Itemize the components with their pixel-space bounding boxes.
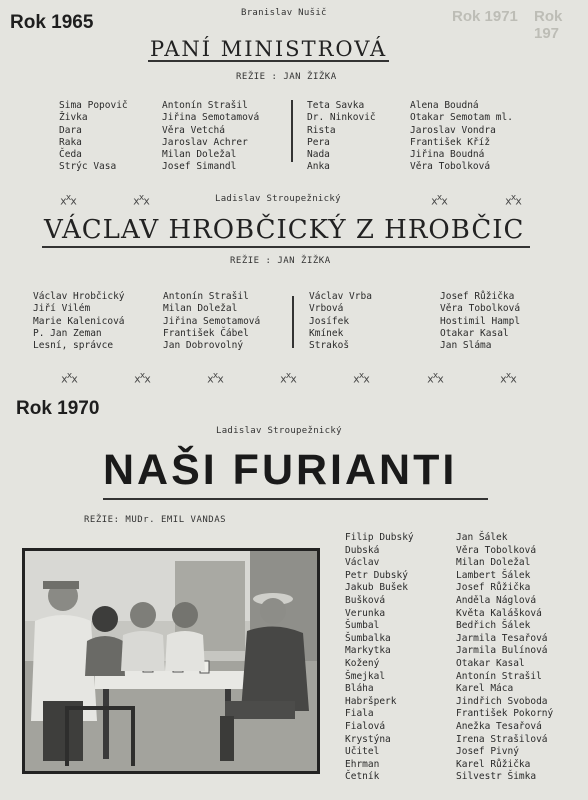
ornament-icon: $x^xx$ [133, 192, 149, 208]
role-name: Četník [345, 771, 380, 783]
author-stroupeznicky: Ladislav Stroupežnický [215, 194, 341, 204]
actor-name: Věra Tobolková [410, 161, 491, 173]
actor-name: Bedřich Šálek [456, 620, 531, 632]
ornament-icon: $x^xx$ [60, 192, 76, 208]
actor-name: Milan Doležal [456, 557, 531, 569]
role-name: Markytka [345, 645, 391, 657]
play-title-pani-ministrova: PANÍ MINISTROVÁ [150, 37, 388, 61]
actor-name: Jan Dobrovolný [163, 340, 244, 352]
director-furianti: REŽIE: MUDr. EMIL VANDAS [84, 515, 227, 525]
actor-name: Jindřich Svoboda [456, 695, 548, 707]
actor-name: Jan Šálek [456, 532, 508, 543]
divider [291, 100, 293, 162]
role-name: Učitel [345, 746, 380, 758]
role-name: Šumbalka [345, 632, 391, 644]
ornament-icon: $x^xx$ [427, 370, 443, 386]
cast-list-furianti [345, 532, 414, 784]
role-name: Filip Dubský [345, 532, 414, 543]
role-name: Petr Dubský [345, 569, 408, 581]
actor-name: Věra Tobolková [456, 544, 537, 556]
role-name: Václav [345, 557, 380, 569]
cast-list-left-2 [33, 291, 125, 352]
year-1970: Rok 1970 [16, 398, 100, 419]
ornament-icon: $x^xx$ [505, 192, 521, 208]
actor-name: Jaroslav Achrer [162, 136, 248, 148]
actor-name: Karel Máca [456, 683, 514, 695]
year-1965: Rok 1965 [10, 12, 94, 33]
actor-name: Věra Vetchá [162, 124, 225, 136]
actor-name: Antonín Strašil [163, 291, 249, 302]
ornament-icon: $x^xx$ [431, 192, 447, 208]
actor-name: František Kříž [410, 136, 491, 148]
role-name: Nada [307, 149, 330, 161]
cast-list-right-1 [307, 100, 376, 174]
ornament-icon: $x^xx$ [280, 370, 296, 386]
cast-list-right-2 [309, 291, 372, 352]
actor-name: Otakar Semotam ml. [410, 112, 513, 124]
role-name: Rista [307, 124, 336, 136]
role-name: Pera [307, 136, 330, 148]
role-name: Sima Popovič [59, 100, 128, 111]
role-name: Raka [59, 136, 82, 148]
actor-name: Milan Doležal [163, 303, 238, 315]
author-stroupeznicky-2: Ladislav Stroupežnický [216, 426, 342, 436]
actor-name: Silvestr Šimka [456, 771, 537, 783]
cast-list-left-1 [59, 100, 128, 174]
role-name: Živka [59, 112, 88, 124]
title-underline [42, 246, 530, 248]
role-name: Strýc Vasa [59, 161, 117, 173]
actor-name: Antonín Strašil [456, 670, 542, 682]
actor-name: Anežka Tesařová [456, 720, 542, 732]
role-name: Vrbová [309, 303, 344, 315]
actor-name: Jiřina Semotamová [163, 315, 261, 327]
actor-name: Milan Doležal [162, 149, 237, 161]
ornament-icon: $x^xx$ [61, 370, 77, 386]
director-hrobcicky: REŽIE : JAN ŽIŽKA [230, 256, 331, 266]
role-name: Lesní, správce [33, 340, 114, 352]
role-name: Krystýna [345, 733, 391, 745]
actor-name: Jiřina Semotamová [162, 112, 260, 124]
actor-name: Květa Kalášková [456, 607, 542, 619]
actor-name: Anděla Náglová [456, 594, 537, 606]
role-name: Dr. Ninkovič [307, 112, 376, 124]
role-name: P. Jan Zeman [33, 327, 102, 339]
role-name: Jiří Vilém [33, 303, 91, 315]
actor-name: František Čábel [163, 327, 249, 339]
role-name: Fiala [345, 708, 374, 720]
actor-name: Jiřina Boudná [410, 149, 485, 161]
role-name: Anka [307, 161, 330, 173]
role-name: Strakoš [309, 340, 350, 352]
role-name: Dara [59, 124, 82, 136]
actor-name: Jarmila Tesařová [456, 632, 548, 644]
play-title-hrobcicky: VÁCLAV HROBČICKÝ Z HROBČIC [44, 215, 525, 245]
actor-name: Josef Pivný [456, 746, 519, 758]
actor-name: Otakar Kasal [440, 327, 509, 339]
role-name: Čeda [59, 149, 82, 161]
role-name: Marie Kalenicová [33, 315, 125, 327]
actor-name: Jarmila Bulínová [456, 645, 548, 657]
role-name: Dubská [345, 544, 380, 556]
role-name: Václav Hrobčický [33, 291, 125, 302]
ghost-year-right: Rok 197 [534, 8, 563, 42]
cast-list-left-1-actors [162, 100, 259, 174]
role-name: Verunka [345, 607, 386, 619]
photo-illustration [25, 551, 317, 771]
divider [292, 296, 294, 348]
director-1965: REŽIE : JAN ŽIŽKA [236, 72, 337, 82]
role-name: Šumbal [345, 620, 380, 632]
cast-list-right-1-actors [410, 100, 513, 174]
ornament-icon: $x^xx$ [134, 370, 150, 386]
role-name: Václav Vrba [309, 291, 372, 302]
cast-list-right-2-actors [440, 291, 520, 352]
role-name: Ehrman [345, 758, 380, 770]
role-name: Šmejkal [345, 670, 386, 682]
author-nusic: Branislav Nušič [241, 8, 327, 18]
role-name: Kmínek [309, 327, 344, 339]
ghost-year-left: Rok 1971 [452, 8, 518, 25]
cast-list-furianti-actors [456, 532, 553, 784]
role-name: Jakub Bušek [345, 582, 408, 594]
actor-name: Věra Tobolková [440, 303, 521, 315]
actor-name: Josef Simandl [162, 161, 237, 173]
actor-name: Otakar Kasal [456, 657, 525, 669]
role-name: Fialová [345, 720, 386, 732]
actor-name: Jaroslav Vondra [410, 124, 496, 136]
actor-name: Alena Boudná [410, 100, 479, 111]
ornament-icon: $x^xx$ [207, 370, 223, 386]
ornament-icon: $x^xx$ [500, 370, 516, 386]
actor-name: Antonín Strašil [162, 100, 248, 111]
role-name: Habršperk [345, 695, 397, 707]
actor-name: Lambert Šálek [456, 569, 531, 581]
role-name: Bláha [345, 683, 374, 695]
role-name: Teta Savka [307, 100, 365, 111]
actor-name: Hostimil Hampl [440, 315, 521, 327]
play-title-nasi-furianti: NAŠI FURIANTI [103, 446, 458, 494]
role-name: Josífek [309, 315, 350, 327]
actor-name: Jan Sláma [440, 340, 492, 352]
actor-name: Irena Strašilová [456, 733, 548, 745]
role-name: Bušková [345, 594, 386, 606]
ornament-icon: $x^xx$ [353, 370, 369, 386]
cast-photograph [22, 548, 320, 774]
actor-name: Josef Růžička [440, 291, 515, 302]
actor-name: Josef Růžička [456, 582, 531, 594]
actor-name: František Pokorný [456, 708, 554, 720]
title-underline [103, 498, 488, 500]
cast-list-left-2-actors [163, 291, 260, 352]
actor-name: Karel Růžička [456, 758, 531, 770]
role-name: Kožený [345, 657, 380, 669]
